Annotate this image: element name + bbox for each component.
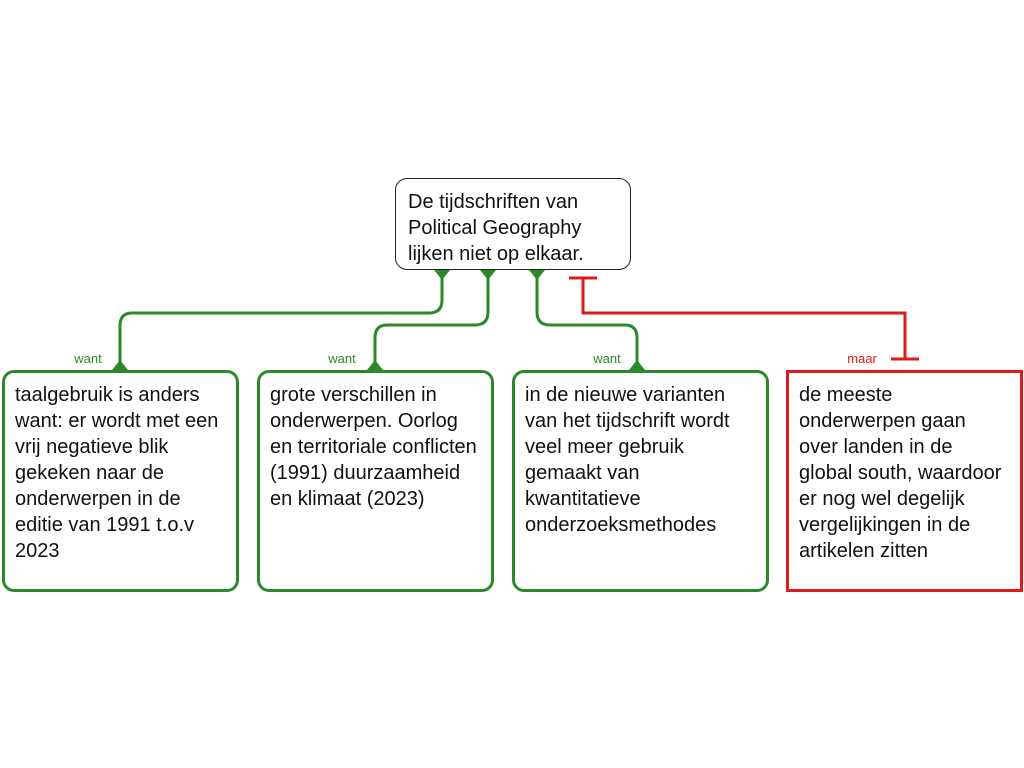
premise-text-3: in de nieuwe varianten van het tijdschrift wordt veel meer gebruik gemaakt van kwantitatieve onderzoeksmethodes: [525, 384, 730, 536]
premise-box-1[interactable]: [2, 370, 239, 592]
support-arrowhead-3: [529, 270, 545, 280]
objection-box[interactable]: [786, 370, 1023, 592]
premise-text-2: grote verschillen in onderwerpen. Oorlog en territoriale conflicten (1991) duurzaamheid en klimaat (2023): [270, 384, 477, 510]
support-arrowhead-1: [434, 270, 450, 280]
claim-text: De tijdschriften van Political Geography lijken niet op elkaar.: [408, 191, 584, 265]
objection-connector: [583, 278, 905, 358]
claim-box[interactable]: [395, 178, 631, 270]
objection-text: de meeste onderwerpen gaan over landen in de global south, waardoor er nog wel degelijk vergelijkingen in de artikelen zitten: [799, 384, 1002, 562]
premise-box-3[interactable]: [512, 370, 769, 592]
premise-label-3: want: [593, 351, 621, 366]
premise-label-1: want: [74, 351, 102, 366]
premise-text-1: taalgebruik is anders want: er wordt met een vrij negatieve blik gekeken naar de onderwerpen in de editie van 1991 t.o.v 2023: [15, 384, 219, 562]
support-arrowhead-2: [480, 270, 496, 280]
premise-box-2[interactable]: [257, 370, 494, 592]
support-connector-1: [120, 272, 442, 368]
support-connector-2: [375, 272, 488, 368]
premise-label-2: want: [328, 351, 356, 366]
objection-label: maar: [847, 351, 877, 366]
